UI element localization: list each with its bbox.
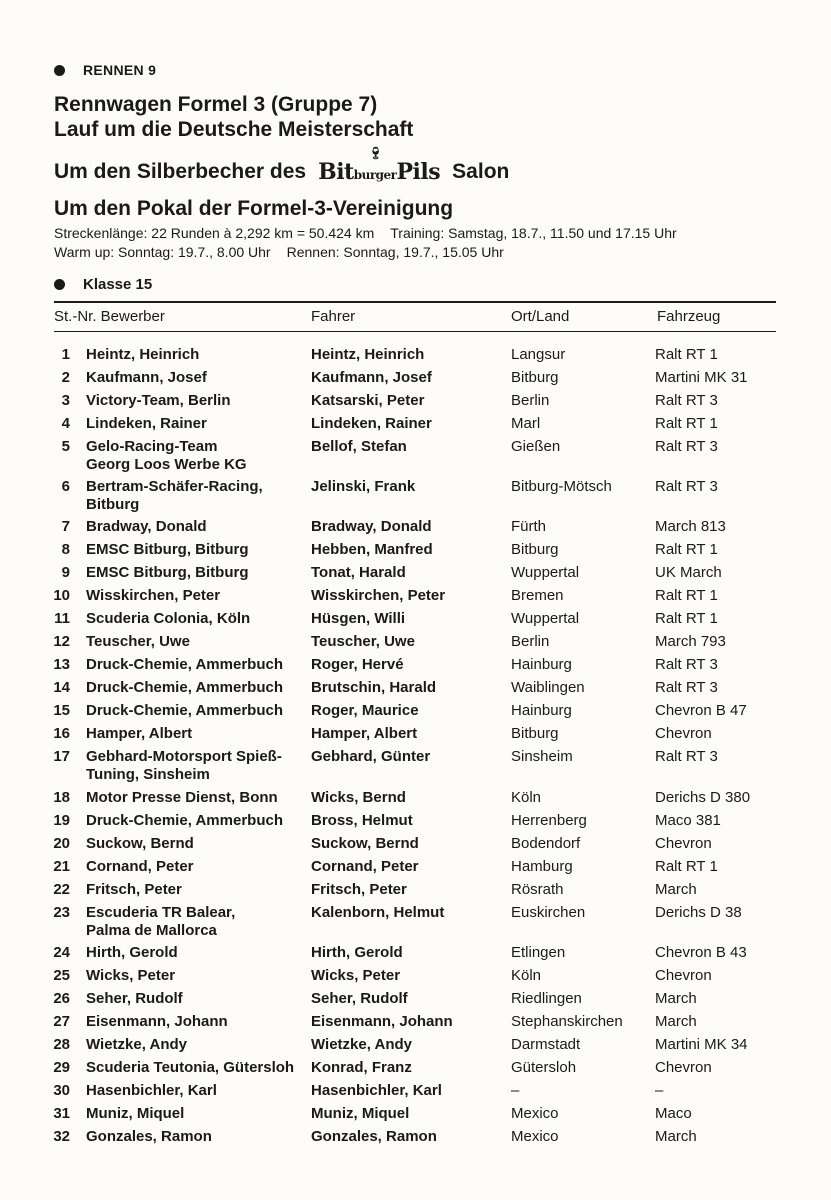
start-number: 29 [53, 1059, 70, 1076]
start-number: 19 [53, 812, 70, 829]
vehicle: Chevron [655, 725, 712, 742]
location: Etlingen [511, 944, 566, 961]
vehicle: March [655, 1128, 697, 1145]
start-number: 11 [54, 610, 70, 627]
driver: Hebben, Manfred [311, 541, 433, 558]
driver: Hamper, Albert [311, 725, 418, 742]
driver: Wicks, Bernd [311, 789, 406, 806]
location: Bremen [511, 587, 564, 604]
header-bottom-rule [54, 331, 776, 332]
vehicle: Ralt RT 3 [655, 478, 718, 495]
location: Berlin [511, 392, 550, 409]
driver: Gonzales, Ramon [311, 1128, 437, 1145]
start-number: 22 [53, 881, 70, 898]
header-fahrer: Fahrer [311, 308, 356, 325]
vehicle: – [655, 1082, 664, 1099]
location: Riedlingen [511, 990, 582, 1007]
entrant: Fritsch, Peter [86, 881, 182, 898]
start-number: 24 [53, 944, 70, 961]
driver: Hüsgen, Willi [311, 610, 406, 627]
start-number: 26 [53, 990, 70, 1007]
entrant: Druck-Chemie, Ammerbuch [86, 702, 283, 719]
start-number: 20 [53, 835, 70, 852]
vehicle: Maco 381 [655, 812, 721, 829]
driver: Suckow, Bernd [311, 835, 419, 852]
entrant: Victory-Team, Berlin [86, 392, 231, 409]
entrant: Eisenmann, Johann [86, 1013, 228, 1030]
vehicle: Chevron B 47 [655, 702, 747, 719]
cup-line [54, 146, 510, 192]
location: Wuppertal [511, 610, 580, 627]
start-number: 18 [53, 789, 70, 806]
location: Mexico [511, 1128, 559, 1145]
location: Mexico [511, 1105, 559, 1122]
start-number: 9 [61, 564, 70, 581]
vehicle: Derichs D 38 [655, 904, 742, 921]
location: Langsur [511, 346, 566, 363]
info-line-2 [54, 243, 504, 262]
location: Herrenberg [511, 812, 587, 829]
klasse-label: Klasse 15 [83, 276, 153, 293]
header-fahrzeug: Fahrzeug [657, 308, 721, 325]
vehicle: Ralt RT 1 [655, 346, 718, 363]
driver: Tonat, Harald [311, 564, 406, 581]
bullet-icon [54, 65, 65, 76]
info-line-1 [54, 224, 677, 243]
entrant: Heintz, Heinrich [86, 346, 200, 363]
driver: Bellof, Stefan [311, 438, 407, 455]
driver: Bradway, Donald [311, 518, 432, 535]
entrant: Druck-Chemie, Ammerbuch [86, 656, 283, 673]
entrant: Druck-Chemie, Ammerbuch [86, 812, 283, 829]
driver: Roger, Hervé [311, 656, 404, 673]
driver: Hasenbichler, Karl [311, 1082, 442, 1099]
driver: Brutschin, Harald [311, 679, 437, 696]
vehicle: UK March [655, 564, 722, 581]
training-times: Training: Samstag, 18.7., 11.50 und 17.15 Uhr [390, 225, 677, 241]
entrant: Teuscher, Uwe [86, 633, 190, 650]
driver: Lindeken, Rainer [311, 415, 432, 432]
location: Bodendorf [511, 835, 581, 852]
entrant: Hasenbichler, Karl [86, 1082, 217, 1099]
glass-icon: 🍷︎ [368, 146, 383, 160]
race-time: Rennen: Sonntag, 19.7., 15.05 Uhr [286, 244, 504, 260]
location: Rösrath [511, 881, 564, 898]
driver: Jelinski, Frank [311, 478, 416, 495]
entrant: Kaufmann, Josef [86, 369, 207, 386]
driver: Muniz, Miquel [311, 1105, 410, 1122]
driver: Konrad, Franz [311, 1059, 412, 1076]
entrant: Gelo-Racing-Team Georg Loos Werbe KG [86, 438, 247, 473]
start-number: 31 [53, 1105, 70, 1122]
start-number: 17 [53, 748, 70, 765]
entrant: Hamper, Albert [86, 725, 193, 742]
entrant: Escuderia TR Balear, Palma de Mallorca [86, 904, 236, 939]
entrant: Wicks, Peter [86, 967, 176, 984]
bullet-icon [54, 279, 65, 290]
driver: Hirth, Gerold [311, 944, 403, 961]
entrant: Cornand, Peter [86, 858, 194, 875]
vehicle: Martini MK 31 [655, 369, 748, 386]
vehicle: Ralt RT 3 [655, 656, 718, 673]
start-number: 16 [53, 725, 70, 742]
location: Fürth [511, 518, 547, 535]
location: Berlin [511, 633, 550, 650]
bitburger-logo: 🍷︎ Bit burger Pils [318, 146, 441, 185]
location: Marl [511, 415, 541, 432]
location: Köln [511, 967, 542, 984]
start-number: 28 [53, 1036, 70, 1053]
start-number: 25 [53, 967, 70, 984]
race-heading [54, 62, 156, 78]
header-ort: Ort/Land [511, 308, 570, 325]
location: Darmstadt [511, 1036, 581, 1053]
driver: Wicks, Peter [311, 967, 401, 984]
driver: Heintz, Heinrich [311, 346, 425, 363]
vehicle: Chevron B 43 [655, 944, 747, 961]
vehicle: Derichs D 380 [655, 789, 751, 806]
vehicle: March 793 [655, 633, 726, 650]
track-length: Streckenlänge: 22 Runden à 2,292 km = 50.424 km [54, 225, 375, 241]
entrant: Gonzales, Ramon [86, 1128, 212, 1145]
location: Gütersloh [511, 1059, 577, 1076]
vehicle: Chevron [655, 835, 712, 852]
entrant: Seher, Rudolf [86, 990, 183, 1007]
start-number: 15 [53, 702, 70, 719]
driver: Teuscher, Uwe [311, 633, 415, 650]
start-number: 23 [53, 904, 70, 921]
driver: Bross, Helmut [311, 812, 413, 829]
vehicle: March [655, 1013, 697, 1030]
start-number: 13 [53, 656, 70, 673]
start-number: 32 [53, 1128, 70, 1145]
start-number: 4 [61, 415, 70, 432]
driver: Cornand, Peter [311, 858, 419, 875]
entrant: Scuderia Colonia, Köln [86, 610, 251, 627]
pokal-title: Um den Pokal der Formel-3-Vereinigung [54, 197, 454, 220]
race-subtitle: Lauf um die Deutsche Meisterschaft [54, 118, 414, 141]
entrant: Scuderia Teutonia, Gütersloh [86, 1059, 295, 1076]
location: Hamburg [511, 858, 573, 875]
vehicle: Ralt RT 1 [655, 858, 718, 875]
vehicle: March [655, 990, 697, 1007]
driver: Kaufmann, Josef [311, 369, 432, 386]
start-number: 7 [61, 518, 70, 535]
entrant: EMSC Bitburg, Bitburg [86, 541, 249, 558]
header-nr-bewerber: St.-Nr. Bewerber [54, 308, 165, 325]
driver: Gebhard, Günter [311, 748, 431, 765]
vehicle: Martini MK 34 [655, 1036, 748, 1053]
klasse-heading [54, 276, 152, 293]
location: Waiblingen [511, 679, 585, 696]
start-number: 8 [61, 541, 70, 558]
location: Köln [511, 789, 542, 806]
driver: Eisenmann, Johann [311, 1013, 453, 1030]
start-number: 5 [61, 438, 70, 455]
vehicle: Ralt RT 1 [655, 610, 718, 627]
cup-suffix: Salon [452, 160, 510, 183]
start-number: 21 [53, 858, 70, 875]
start-number: 3 [61, 392, 70, 409]
vehicle: Ralt RT 1 [655, 415, 718, 432]
race-title: Rennwagen Formel 3 (Gruppe 7) [54, 93, 378, 116]
start-number: 10 [53, 587, 70, 604]
entrant: Druck-Chemie, Ammerbuch [86, 679, 283, 696]
start-number: 1 [61, 346, 70, 363]
entrant: Muniz, Miquel [86, 1105, 185, 1122]
vehicle: Chevron [655, 1059, 712, 1076]
entrant: Motor Presse Dienst, Bonn [86, 789, 278, 806]
location: Sinsheim [511, 748, 573, 765]
location: – [511, 1082, 520, 1099]
driver: Roger, Maurice [311, 702, 419, 719]
entrant: EMSC Bitburg, Bitburg [86, 564, 249, 581]
header-top-rule [54, 301, 776, 303]
start-number: 12 [53, 633, 70, 650]
location: Bitburg [511, 369, 559, 386]
driver: Fritsch, Peter [311, 881, 407, 898]
start-number: 2 [61, 369, 70, 386]
location: Stephanskirchen [511, 1013, 623, 1030]
entrant: Hirth, Gerold [86, 944, 178, 961]
vehicle: Ralt RT 1 [655, 541, 718, 558]
entrant: Wisskirchen, Peter [86, 587, 221, 604]
location: Bitburg [511, 725, 559, 742]
entrant: Suckow, Bernd [86, 835, 194, 852]
vehicle: March [655, 881, 697, 898]
location: Bitburg [511, 541, 559, 558]
vehicle: Ralt RT 3 [655, 679, 718, 696]
vehicle: March 813 [655, 518, 726, 535]
start-number: 27 [53, 1013, 70, 1030]
start-number: 6 [61, 478, 70, 495]
location: Hainburg [511, 702, 572, 719]
vehicle: Maco [655, 1105, 692, 1122]
vehicle: Chevron [655, 967, 712, 984]
vehicle: Ralt RT 3 [655, 438, 718, 455]
entrant: Lindeken, Rainer [86, 415, 207, 432]
entrant: Wietzke, Andy [86, 1036, 187, 1053]
race-number: RENNEN 9 [83, 62, 157, 78]
warmup-time: Warm up: Sonntag: 19.7., 8.00 Uhr [54, 244, 271, 260]
driver: Wietzke, Andy [311, 1036, 412, 1053]
entrant: Gebhard-Motorsport Spieß- Tuning, Sinsheim [86, 748, 282, 783]
start-number: 14 [53, 679, 70, 696]
vehicle: Ralt RT 3 [655, 748, 718, 765]
start-number: 30 [53, 1082, 70, 1099]
location: Euskirchen [511, 904, 586, 921]
location: Wuppertal [511, 564, 580, 581]
driver: Seher, Rudolf [311, 990, 408, 1007]
entrant: Bertram-Schäfer-Racing, Bitburg [86, 478, 263, 513]
location: Bitburg-Mötsch [511, 478, 612, 495]
entrant: Bradway, Donald [86, 518, 207, 535]
vehicle: Ralt RT 3 [655, 392, 718, 409]
cup-prefix: Um den Silberbecher des [54, 160, 307, 183]
location: Hainburg [511, 656, 572, 673]
driver: Wisskirchen, Peter [311, 587, 446, 604]
driver: Katsarski, Peter [311, 392, 425, 409]
location: Gießen [511, 438, 561, 455]
driver: Kalenborn, Helmut [311, 904, 445, 921]
vehicle: Ralt RT 1 [655, 587, 718, 604]
